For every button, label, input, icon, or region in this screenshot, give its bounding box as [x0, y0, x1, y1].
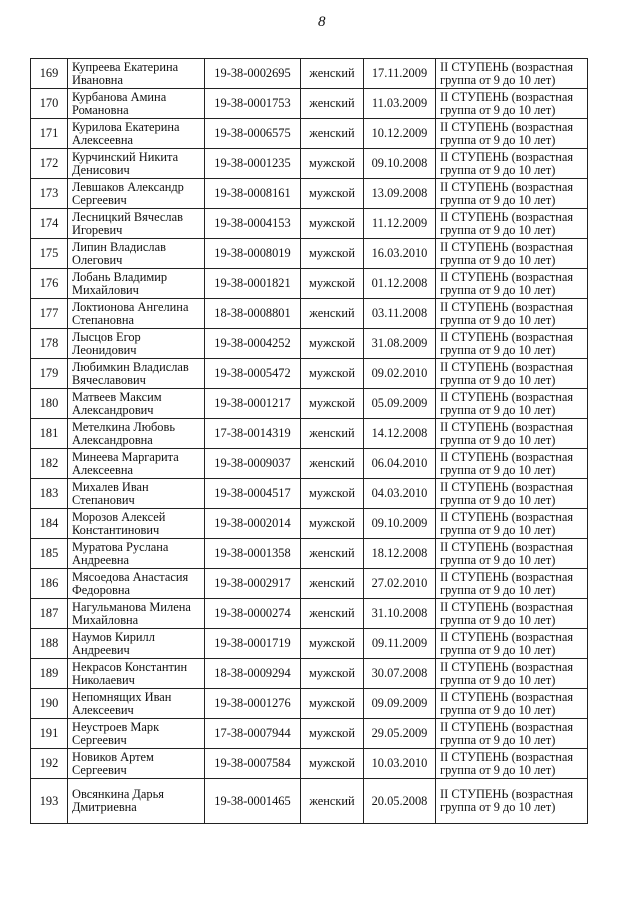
- table-row: [31, 509, 588, 539]
- page-number: 8: [318, 14, 326, 30]
- table-row: [31, 479, 588, 509]
- table-row: [31, 89, 588, 119]
- table-row: [31, 629, 588, 659]
- participant-birth-date: 27.02.2010: [364, 569, 436, 599]
- participant-id: 19-38-0001821: [205, 269, 301, 299]
- participant-sex: женский: [301, 299, 364, 329]
- participant-id: 18-38-0009294: [205, 659, 301, 689]
- participant-name: Муратова Руслана Андреевна: [68, 539, 205, 569]
- row-number: 186: [31, 569, 68, 599]
- participant-birth-date: 14.12.2008: [364, 419, 436, 449]
- participant-birth-date: 09.11.2009: [364, 629, 436, 659]
- participant-stage: II СТУПЕНЬ (возрастная группа от 9 до 10 лет): [436, 479, 588, 509]
- participant-birth-date: 20.05.2008: [364, 779, 436, 824]
- row-number: 174: [31, 209, 68, 239]
- row-number: 193: [31, 779, 68, 824]
- row-number: 170: [31, 89, 68, 119]
- participant-stage: II СТУПЕНЬ (возрастная группа от 9 до 10 лет): [436, 779, 588, 824]
- participant-name: Мясоедова Анастасия Федоровна: [68, 569, 205, 599]
- participant-sex: мужской: [301, 359, 364, 389]
- participant-stage: II СТУПЕНЬ (возрастная группа от 9 до 10 лет): [436, 719, 588, 749]
- participant-sex: женский: [301, 449, 364, 479]
- participant-sex: женский: [301, 599, 364, 629]
- table-row: [31, 719, 588, 749]
- participants-table-body: [31, 59, 588, 824]
- participant-id: 19-38-0004252: [205, 329, 301, 359]
- table-row: [31, 59, 588, 89]
- row-number: 182: [31, 449, 68, 479]
- participant-id: 19-38-0005472: [205, 359, 301, 389]
- participant-name: Непомнящих Иван Алексеевич: [68, 689, 205, 719]
- participant-name: Лысцов Егор Леонидович: [68, 329, 205, 359]
- table-row: [31, 269, 588, 299]
- row-number: 173: [31, 179, 68, 209]
- table-row: [31, 209, 588, 239]
- row-number: 175: [31, 239, 68, 269]
- participant-name: Михалев Иван Степанович: [68, 479, 205, 509]
- participant-birth-date: 10.12.2009: [364, 119, 436, 149]
- participant-name: Лесницкий Вячеслав Игоревич: [68, 209, 205, 239]
- table-row: [31, 359, 588, 389]
- table-row: [31, 659, 588, 689]
- participant-sex: мужской: [301, 269, 364, 299]
- table-row: [31, 689, 588, 719]
- row-number: 187: [31, 599, 68, 629]
- participant-stage: II СТУПЕНЬ (возрастная группа от 9 до 10 лет): [436, 239, 588, 269]
- participant-id: 19-38-0002695: [205, 59, 301, 89]
- participant-birth-date: 03.11.2008: [364, 299, 436, 329]
- participant-sex: мужской: [301, 239, 364, 269]
- participant-sex: мужской: [301, 389, 364, 419]
- table-row: [31, 539, 588, 569]
- row-number: 190: [31, 689, 68, 719]
- participant-stage: II СТУПЕНЬ (возрастная группа от 9 до 10 лет): [436, 569, 588, 599]
- participant-sex: мужской: [301, 509, 364, 539]
- row-number: 178: [31, 329, 68, 359]
- participant-sex: мужской: [301, 329, 364, 359]
- participant-name: Липин Владислав Олегович: [68, 239, 205, 269]
- participant-birth-date: 18.12.2008: [364, 539, 436, 569]
- participant-sex: женский: [301, 89, 364, 119]
- participant-birth-date: 04.03.2010: [364, 479, 436, 509]
- participant-sex: мужской: [301, 659, 364, 689]
- table-row: [31, 749, 588, 779]
- table-row: [31, 179, 588, 209]
- row-number: 169: [31, 59, 68, 89]
- participant-stage: II СТУПЕНЬ (возрастная группа от 9 до 10 лет): [436, 269, 588, 299]
- participant-name: Левшаков Александр Сергеевич: [68, 179, 205, 209]
- participant-name: Курилова Екатерина Алексеевна: [68, 119, 205, 149]
- participant-sex: мужской: [301, 719, 364, 749]
- table-row: [31, 329, 588, 359]
- participant-sex: мужской: [301, 479, 364, 509]
- row-number: 172: [31, 149, 68, 179]
- participant-id: 17-38-0007944: [205, 719, 301, 749]
- participant-id: 19-38-0001719: [205, 629, 301, 659]
- participant-sex: мужской: [301, 689, 364, 719]
- participant-id: 19-38-0008019: [205, 239, 301, 269]
- participant-stage: II СТУПЕНЬ (возрастная группа от 9 до 10 лет): [436, 599, 588, 629]
- participant-stage: II СТУПЕНЬ (возрастная группа от 9 до 10 лет): [436, 179, 588, 209]
- table-row: [31, 449, 588, 479]
- participant-name: Курчинский Никита Денисович: [68, 149, 205, 179]
- table-row: [31, 569, 588, 599]
- participant-name: Метелкина Любовь Александровна: [68, 419, 205, 449]
- table-row: [31, 149, 588, 179]
- row-number: 181: [31, 419, 68, 449]
- participant-name: Нагульманова Милена Михайловна: [68, 599, 205, 629]
- participant-name: Новиков Артем Сергеевич: [68, 749, 205, 779]
- participant-sex: женский: [301, 779, 364, 824]
- participant-stage: II СТУПЕНЬ (возрастная группа от 9 до 10 лет): [436, 89, 588, 119]
- table-row: [31, 119, 588, 149]
- participant-sex: мужской: [301, 749, 364, 779]
- participant-id: 19-38-0001753: [205, 89, 301, 119]
- row-number: 183: [31, 479, 68, 509]
- participant-sex: мужской: [301, 629, 364, 659]
- participant-name: Курбанова Амина Романовна: [68, 89, 205, 119]
- participant-birth-date: 11.03.2009: [364, 89, 436, 119]
- row-number: 185: [31, 539, 68, 569]
- participant-stage: II СТУПЕНЬ (возрастная группа от 9 до 10 лет): [436, 629, 588, 659]
- participant-stage: II СТУПЕНЬ (возрастная группа от 9 до 10 лет): [436, 689, 588, 719]
- participant-stage: II СТУПЕНЬ (возрастная группа от 9 до 10 лет): [436, 209, 588, 239]
- participant-stage: II СТУПЕНЬ (возрастная группа от 9 до 10 лет): [436, 359, 588, 389]
- participant-birth-date: 16.03.2010: [364, 239, 436, 269]
- row-number: 189: [31, 659, 68, 689]
- participant-birth-date: 17.11.2009: [364, 59, 436, 89]
- participant-sex: мужской: [301, 209, 364, 239]
- row-number: 180: [31, 389, 68, 419]
- participant-birth-date: 10.03.2010: [364, 749, 436, 779]
- participant-name: Локтионова Ангелина Степановна: [68, 299, 205, 329]
- table-row: [31, 239, 588, 269]
- participant-id: 19-38-0001358: [205, 539, 301, 569]
- table-row: [31, 389, 588, 419]
- participant-sex: мужской: [301, 149, 364, 179]
- participant-sex: женский: [301, 569, 364, 599]
- participant-stage: II СТУПЕНЬ (возрастная группа от 9 до 10 лет): [436, 149, 588, 179]
- participant-id: 19-38-0008161: [205, 179, 301, 209]
- participant-name: Лобань Владимир Михайлович: [68, 269, 205, 299]
- participant-name: Неустроев Марк Сергеевич: [68, 719, 205, 749]
- table-row: [31, 779, 588, 824]
- participant-stage: II СТУПЕНЬ (возрастная группа от 9 до 10 лет): [436, 329, 588, 359]
- participant-birth-date: 05.09.2009: [364, 389, 436, 419]
- participant-name: Некрасов Константин Николаевич: [68, 659, 205, 689]
- participant-name: Овсянкина Дарья Дмитриевна: [68, 779, 205, 824]
- participant-id: 18-38-0008801: [205, 299, 301, 329]
- participant-stage: II СТУПЕНЬ (возрастная группа от 9 до 10 лет): [436, 449, 588, 479]
- row-number: 188: [31, 629, 68, 659]
- row-number: 176: [31, 269, 68, 299]
- row-number: 179: [31, 359, 68, 389]
- participant-birth-date: 09.09.2009: [364, 689, 436, 719]
- participant-stage: II СТУПЕНЬ (возрастная группа от 9 до 10 лет): [436, 119, 588, 149]
- participant-stage: II СТУПЕНЬ (возрастная группа от 9 до 10 лет): [436, 59, 588, 89]
- participant-stage: II СТУПЕНЬ (возрастная группа от 9 до 10 лет): [436, 539, 588, 569]
- participant-stage: II СТУПЕНЬ (возрастная группа от 9 до 10 лет): [436, 659, 588, 689]
- participant-birth-date: 09.10.2009: [364, 509, 436, 539]
- participant-birth-date: 29.05.2009: [364, 719, 436, 749]
- table-row: [31, 419, 588, 449]
- participant-birth-date: 31.10.2008: [364, 599, 436, 629]
- row-number: 184: [31, 509, 68, 539]
- participant-birth-date: 09.10.2008: [364, 149, 436, 179]
- participant-id: 19-38-0000274: [205, 599, 301, 629]
- row-number: 177: [31, 299, 68, 329]
- participant-id: 19-38-0006575: [205, 119, 301, 149]
- participant-birth-date: 01.12.2008: [364, 269, 436, 299]
- participant-id: 19-38-0001276: [205, 689, 301, 719]
- participant-stage: II СТУПЕНЬ (возрастная группа от 9 до 10 лет): [436, 749, 588, 779]
- participant-birth-date: 31.08.2009: [364, 329, 436, 359]
- participant-birth-date: 11.12.2009: [364, 209, 436, 239]
- table-row: [31, 599, 588, 629]
- participant-stage: II СТУПЕНЬ (возрастная группа от 9 до 10 лет): [436, 299, 588, 329]
- participant-birth-date: 06.04.2010: [364, 449, 436, 479]
- participant-id: 19-38-0002917: [205, 569, 301, 599]
- row-number: 191: [31, 719, 68, 749]
- participant-id: 19-38-0001235: [205, 149, 301, 179]
- participant-name: Матвеев Максим Александрович: [68, 389, 205, 419]
- participant-birth-date: 13.09.2008: [364, 179, 436, 209]
- participant-id: 19-38-0009037: [205, 449, 301, 479]
- participant-stage: II СТУПЕНЬ (возрастная группа от 9 до 10 лет): [436, 419, 588, 449]
- participant-sex: женский: [301, 119, 364, 149]
- participant-id: 19-38-0004153: [205, 209, 301, 239]
- participant-sex: женский: [301, 59, 364, 89]
- participant-sex: женский: [301, 419, 364, 449]
- participant-stage: II СТУПЕНЬ (возрастная группа от 9 до 10 лет): [436, 389, 588, 419]
- participant-name: Морозов Алексей Константинович: [68, 509, 205, 539]
- participant-sex: мужской: [301, 179, 364, 209]
- row-number: 192: [31, 749, 68, 779]
- participant-birth-date: 09.02.2010: [364, 359, 436, 389]
- row-number: 171: [31, 119, 68, 149]
- participant-name: Наумов Кирилл Андреевич: [68, 629, 205, 659]
- participant-name: Купреева Екатерина Ивановна: [68, 59, 205, 89]
- participant-name: Любимкин Владислав Вячеславович: [68, 359, 205, 389]
- participant-name: Минеева Маргарита Алексеевна: [68, 449, 205, 479]
- participant-id: 19-38-0004517: [205, 479, 301, 509]
- participant-id: 17-38-0014319: [205, 419, 301, 449]
- participant-id: 19-38-0001217: [205, 389, 301, 419]
- participant-stage: II СТУПЕНЬ (возрастная группа от 9 до 10 лет): [436, 509, 588, 539]
- participants-table: [30, 58, 588, 824]
- table-row: [31, 299, 588, 329]
- participant-sex: женский: [301, 539, 364, 569]
- participant-birth-date: 30.07.2008: [364, 659, 436, 689]
- participant-id: 19-38-0007584: [205, 749, 301, 779]
- participant-id: 19-38-0002014: [205, 509, 301, 539]
- participant-id: 19-38-0001465: [205, 779, 301, 824]
